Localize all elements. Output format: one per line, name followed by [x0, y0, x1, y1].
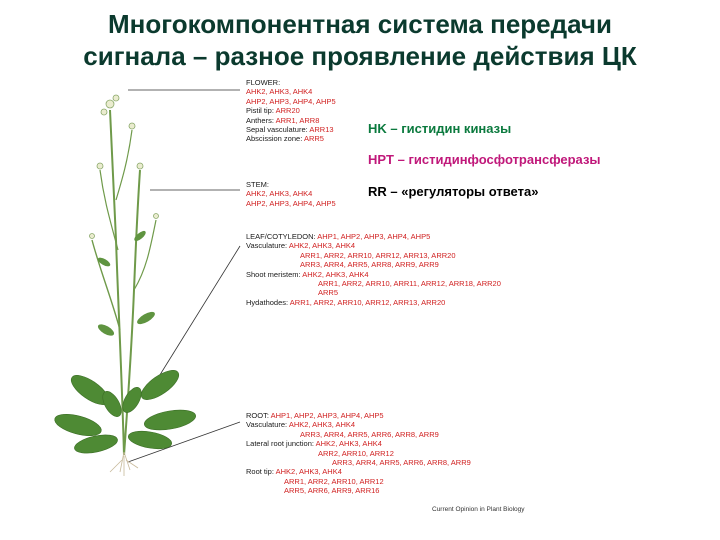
- root-vasculature-arr: ARR3, ARR4, ARR5, ARR6, ARR8, ARR9: [300, 429, 439, 439]
- leaf-vasculature-genes: AHK2, AHK3, AHK4: [288, 241, 356, 251]
- flower-buds: [90, 95, 159, 239]
- anthers-genes: ARR1, ARR8: [275, 115, 320, 125]
- shoot-meristem-label: Shoot meristem:: [246, 269, 301, 279]
- leaf-vasculature-label: Vasculature:: [246, 241, 288, 251]
- root-hpt-genes: AHP1, AHP2, AHP3, AHP4, AHP5: [270, 411, 384, 420]
- root-vasculature-genes: AHK2, AHK3, AHK4: [288, 420, 356, 430]
- leaf-hpt-genes: AHP1, AHP2, AHP3, AHP4, AHP5: [317, 232, 431, 241]
- legend-hk: HK – гистидин киназы: [368, 121, 512, 136]
- leaf-vasculature-arr-2: ARR3, ARR4, ARR5, ARR8, ARR9, ARR9: [300, 260, 439, 270]
- root-tip-arr-2: ARR5, ARR6, ARR9, ARR16: [284, 486, 380, 496]
- flower-hk-genes: AHK2, AHK3, AHK4: [246, 87, 313, 97]
- stem-annotation: [246, 180, 336, 208]
- lateral-root-label: Lateral root junction:: [246, 439, 314, 449]
- shoot-meristem-arr-2: ARR5: [318, 288, 339, 298]
- hydathodes-label: Hydathodes:: [246, 297, 289, 307]
- root-tip-arr-1: ARR1, ARR2, ARR10, ARR12: [284, 476, 384, 486]
- sepal-label: Sepal vasculature:: [246, 124, 308, 134]
- leaf-vasculature-arr-1: ARR1, ARR2, ARR10, ARR12, ARR13, ARR20: [300, 250, 456, 260]
- lateral-root-genes: AHK2, AHK3, AHK4: [315, 439, 382, 449]
- stem-hpt-genes: AHP2, AHP3, AHP4, AHP5: [246, 198, 336, 208]
- figure-credit: Current Opinion in Plant Biology: [432, 506, 525, 513]
- roots: [110, 452, 138, 476]
- pistil-genes: ARR20: [275, 106, 300, 116]
- legend-rr: RR – «регуляторы ответа»: [368, 184, 539, 199]
- stem-heading: STEM:: [246, 180, 269, 189]
- leaf-heading: LEAF/COTYLEDON:: [246, 232, 316, 241]
- root-heading: ROOT:: [246, 411, 269, 420]
- lateral-root-arr-1: ARR2, ARR10, ARR12: [318, 448, 394, 458]
- root-tip-label: Root tip:: [246, 467, 274, 477]
- flower-heading: FLOWER:: [246, 78, 281, 87]
- root-annotation: [246, 411, 471, 496]
- lateral-root-arr-2: ARR3, ARR4, ARR5, ARR6, ARR8, ARR9: [332, 457, 471, 467]
- flower-annotation: [246, 78, 336, 144]
- sepal-genes: ARR13: [309, 124, 334, 134]
- abscission-genes: ARR5: [303, 134, 324, 144]
- stem-hk-genes: AHK2, AHK3, AHK4: [246, 189, 313, 199]
- title-line-1: Многокомпонентная система передачи: [107, 9, 613, 39]
- leader-line-leaf: [158, 246, 240, 378]
- title-line-2: сигнала – разное проявление действия ЦК: [83, 41, 637, 71]
- root-tip-genes: AHK2, AHK3, AHK4: [275, 467, 342, 477]
- legend-hpt: HPT – гистидинфосфотрансферазы: [368, 152, 601, 167]
- flower-hpt-genes: AHP2, AHP3, AHP4, AHP5: [246, 96, 336, 106]
- anthers-label: Anthers:: [246, 115, 274, 125]
- leaf-annotation: [246, 232, 501, 307]
- shoot-meristem-arr-1: ARR1, ARR2, ARR10, ARR11, ARR12, ARR18, ARR20: [318, 278, 501, 288]
- hydathodes-genes: ARR1, ARR2, ARR10, ARR12, ARR13, ARR20: [289, 297, 446, 307]
- shoot-meristem-genes: AHK2, AHK3, AHK4: [302, 269, 369, 279]
- leader-lines: [128, 90, 240, 462]
- pistil-label: Pistil tip:: [246, 106, 274, 116]
- root-vasculature-label: Vasculature:: [246, 420, 288, 430]
- abscission-label: Abscission zone:: [246, 134, 303, 144]
